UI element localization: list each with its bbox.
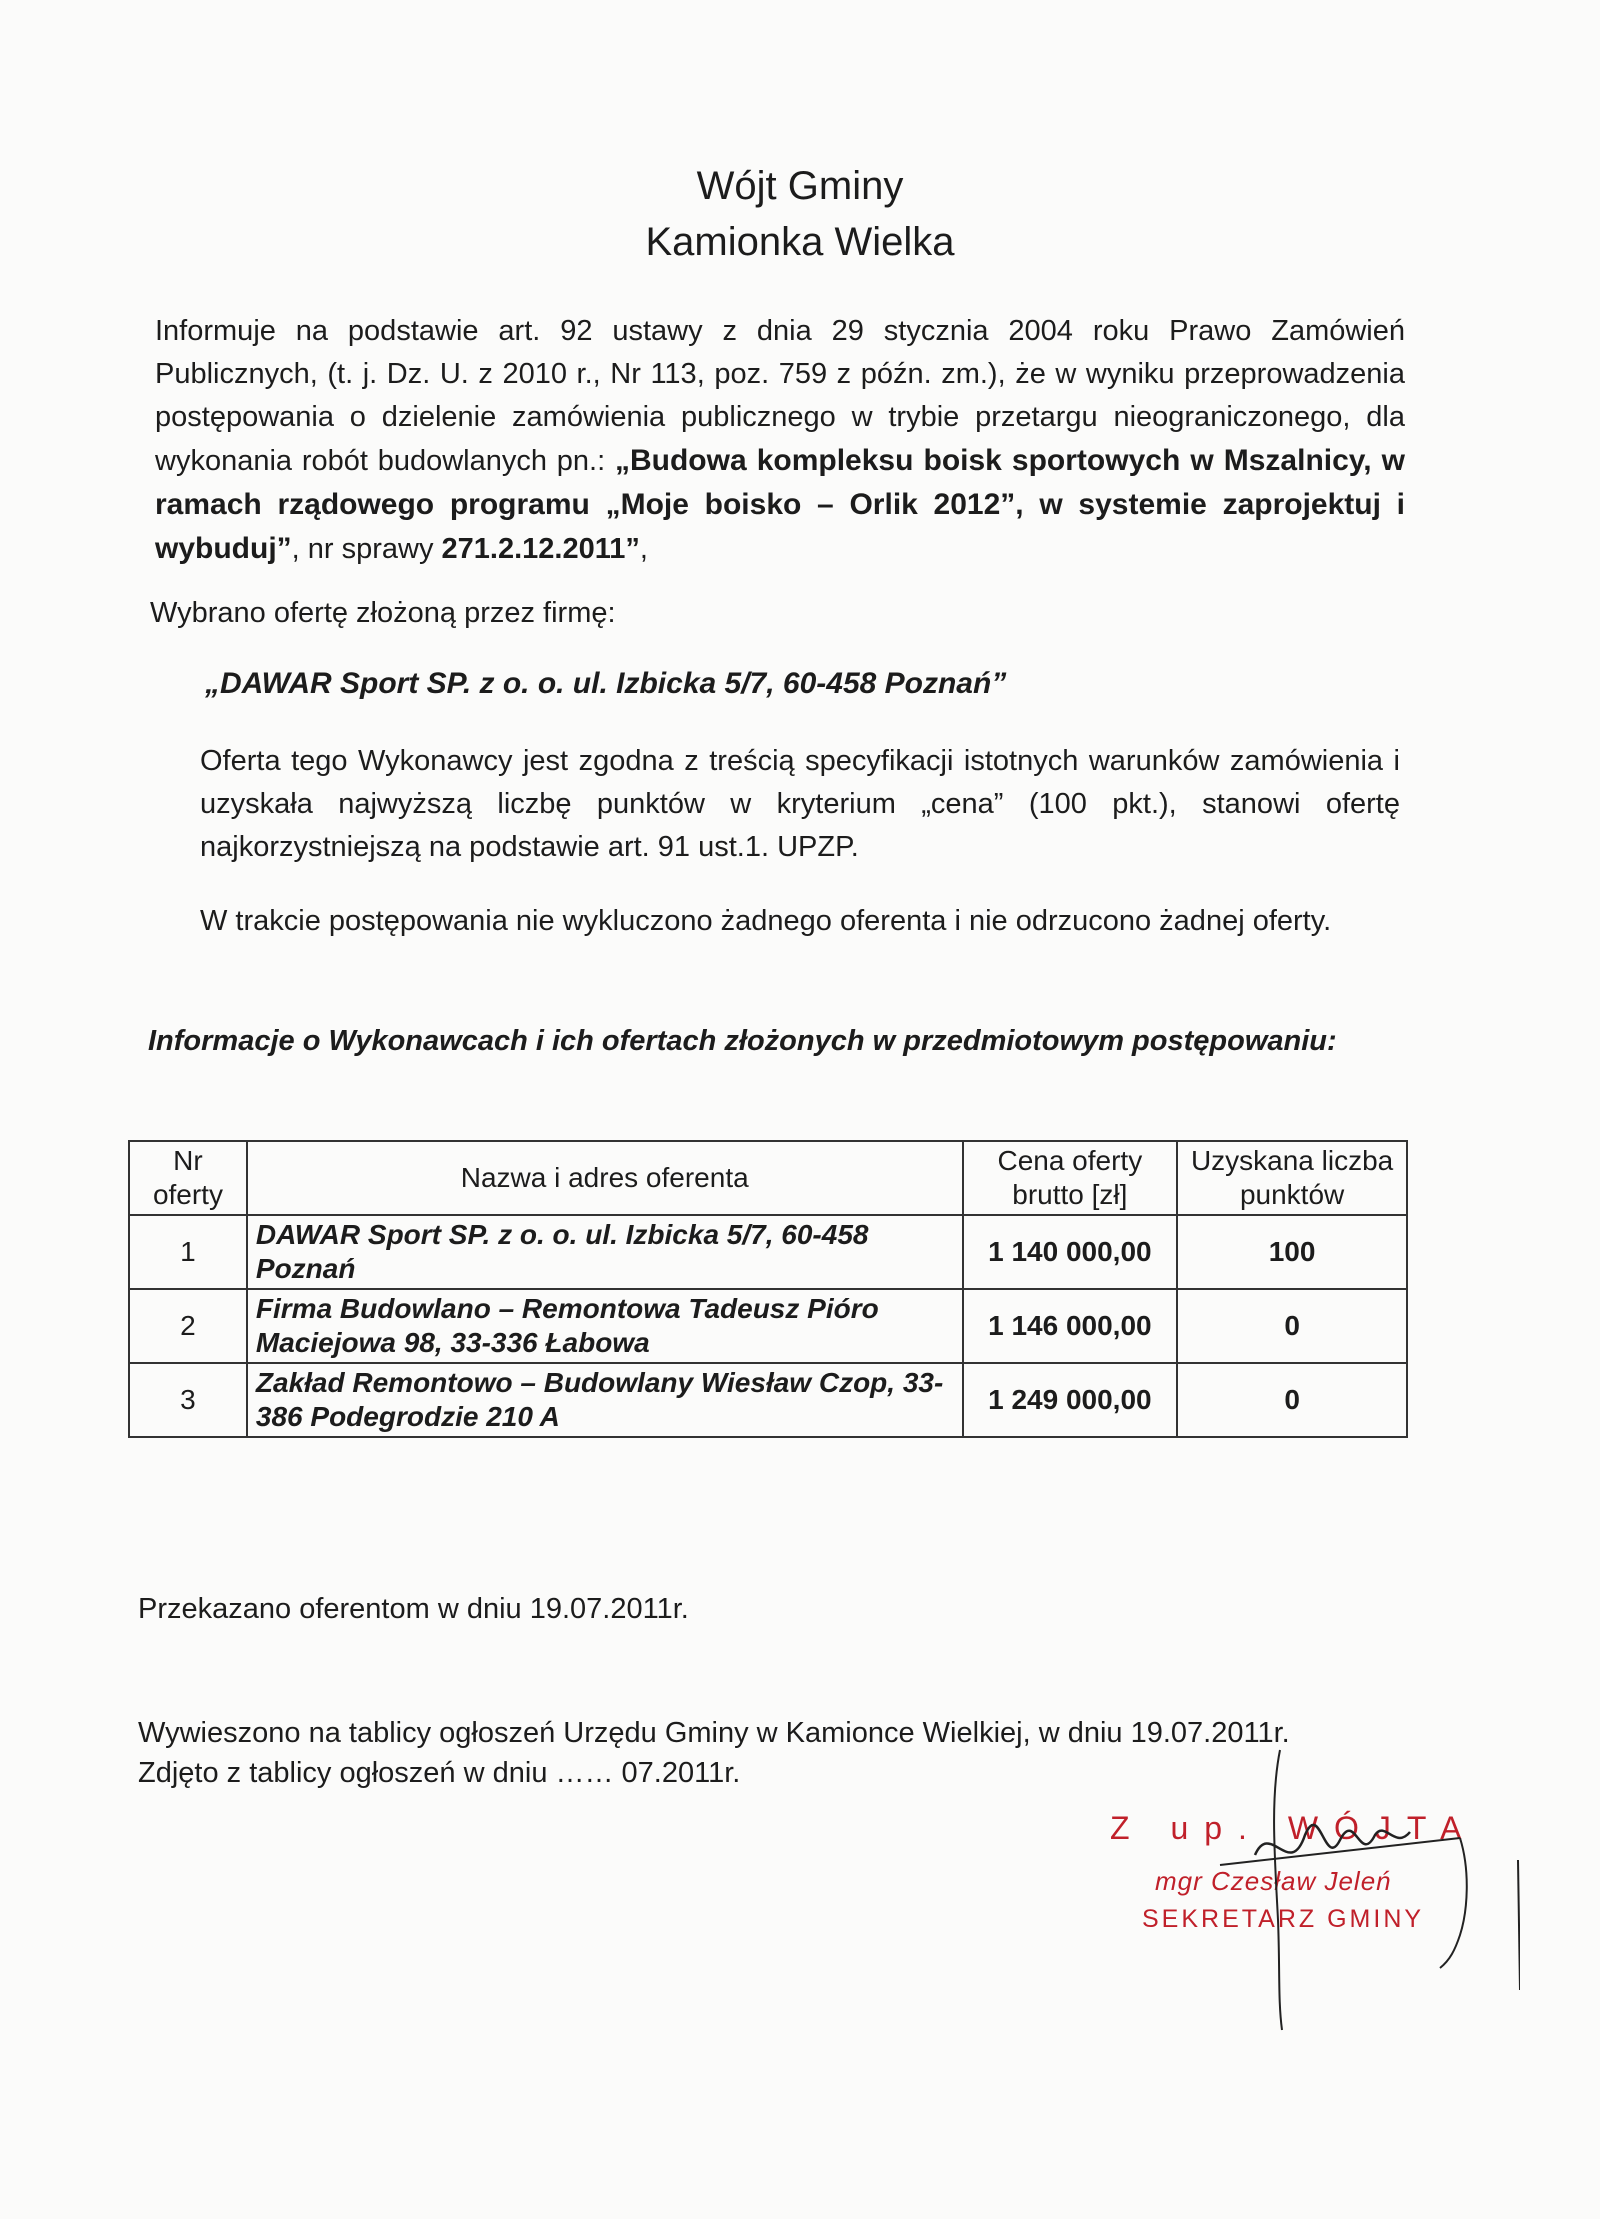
offer-name: Firma Budowlano – Remontowa Tadeusz Pióro Maciejowa 98, 33-336 Łabowa [247, 1289, 963, 1363]
stamp-line2: mgr Czesław Jeleń [1155, 1866, 1392, 1896]
project-name: „Budowa kompleksu boisk sportowych w Mszalnicy, w ramach rządowego programu „Moje boisko – Orlik 2012”, w systemie zaprojektuj i wybuduj” [155, 444, 1405, 565]
stamp-line1: Z up. WÓJTA [1110, 1810, 1478, 1846]
intro-text: Informuje na podstawie art. 92 ustawy z dnia 29 stycznia 2004 roku Prawo Zamówień Publicznych, (t. j. Dz. U. z 2010 r., Nr 113, poz. 759 z późn. zm.), że w wyniku przeprowadzenia postępowania o dzielenie zamówienia publicznego w trybie przetargu nieograniczonego, dla wykonania robót budowlanych pn.: [155, 315, 1405, 477]
offer-nr: 3 [129, 1363, 247, 1437]
offer-points: 0 [1177, 1363, 1407, 1437]
authority-title: Wójt Gminy [696, 164, 904, 208]
header-points: Uzyskana liczba punktów [1177, 1141, 1407, 1215]
header-nr: Nr oferty [129, 1141, 247, 1215]
posted-note: Wywieszono na tablicy ogłoszeń Urzędu Gminy w Kamionce Wielkiej, w dniu 19.07.2011r. [138, 1717, 1290, 1749]
case-prefix: , nr sprawy [291, 533, 442, 565]
handed-over-note: Przekazano oferentom w dniu 19.07.2011r. [138, 1593, 689, 1625]
offer-paragraph: Oferta tego Wykonawcy jest zgodna z treścią specyfikacji istotnych warunków zamówienia i uzyskała najwyższą liczbę punktów w kryterium „cena” (100 pkt.), stanowi ofertę najkorzystniejszą na podstawie art. 91 ust.1. UPZP. [200, 745, 1400, 863]
selected-label: Wybrano ofertę złożoną przez firmę: [150, 597, 616, 629]
case-number: 271.2.12.2011” [441, 533, 640, 565]
offer-nr: 1 [129, 1215, 247, 1289]
header-name: Nazwa i adres oferenta [247, 1141, 963, 1215]
authority-name: Kamionka Wielka [645, 220, 955, 264]
table-header-row [129, 1141, 1407, 1215]
selected-firm: „DAWAR Sport SP. z o. o. ul. Izbicka 5/7, 60-458 Poznań” [205, 667, 1007, 700]
offer-name: DAWAR Sport SP. z o. o. ul. Izbicka 5/7, 60-458 Poznań [247, 1215, 963, 1289]
intro-paragraph [155, 310, 1405, 571]
removed-note: Zdjęto z tablicy ogłoszeń w dniu …… 07.2011r. [138, 1757, 741, 1789]
offer-price: 1 146 000,00 [963, 1289, 1178, 1363]
offer-price: 1 140 000,00 [963, 1215, 1178, 1289]
offers-table [128, 1140, 1408, 1438]
table-row [129, 1289, 1407, 1363]
offer-points: 0 [1177, 1289, 1407, 1363]
offer-points: 100 [1177, 1215, 1407, 1289]
table-heading: Informacje o Wykonawcach i ich ofertach złożonych w przedmiotowym postępowaniu: [148, 1025, 1337, 1057]
table-row [129, 1215, 1407, 1289]
table-row [129, 1363, 1407, 1437]
offer-price: 1 249 000,00 [963, 1363, 1178, 1437]
intro-end: , [639, 533, 648, 565]
offer-nr: 2 [129, 1289, 247, 1363]
offer-name: Zakład Remontowo – Budowlany Wiesław Czop, 33-386 Podegrodzie 210 A [247, 1363, 963, 1437]
exclusion-note: W trakcie postępowania nie wykluczono żadnego oferenta i nie odrzucono żadnej oferty. [200, 905, 1332, 937]
header-price: Cena oferty brutto [zł] [963, 1141, 1178, 1215]
signature-icon [1160, 1740, 1520, 2040]
stamp-line3: SEKRETARZ GMINY [1142, 1905, 1425, 1933]
